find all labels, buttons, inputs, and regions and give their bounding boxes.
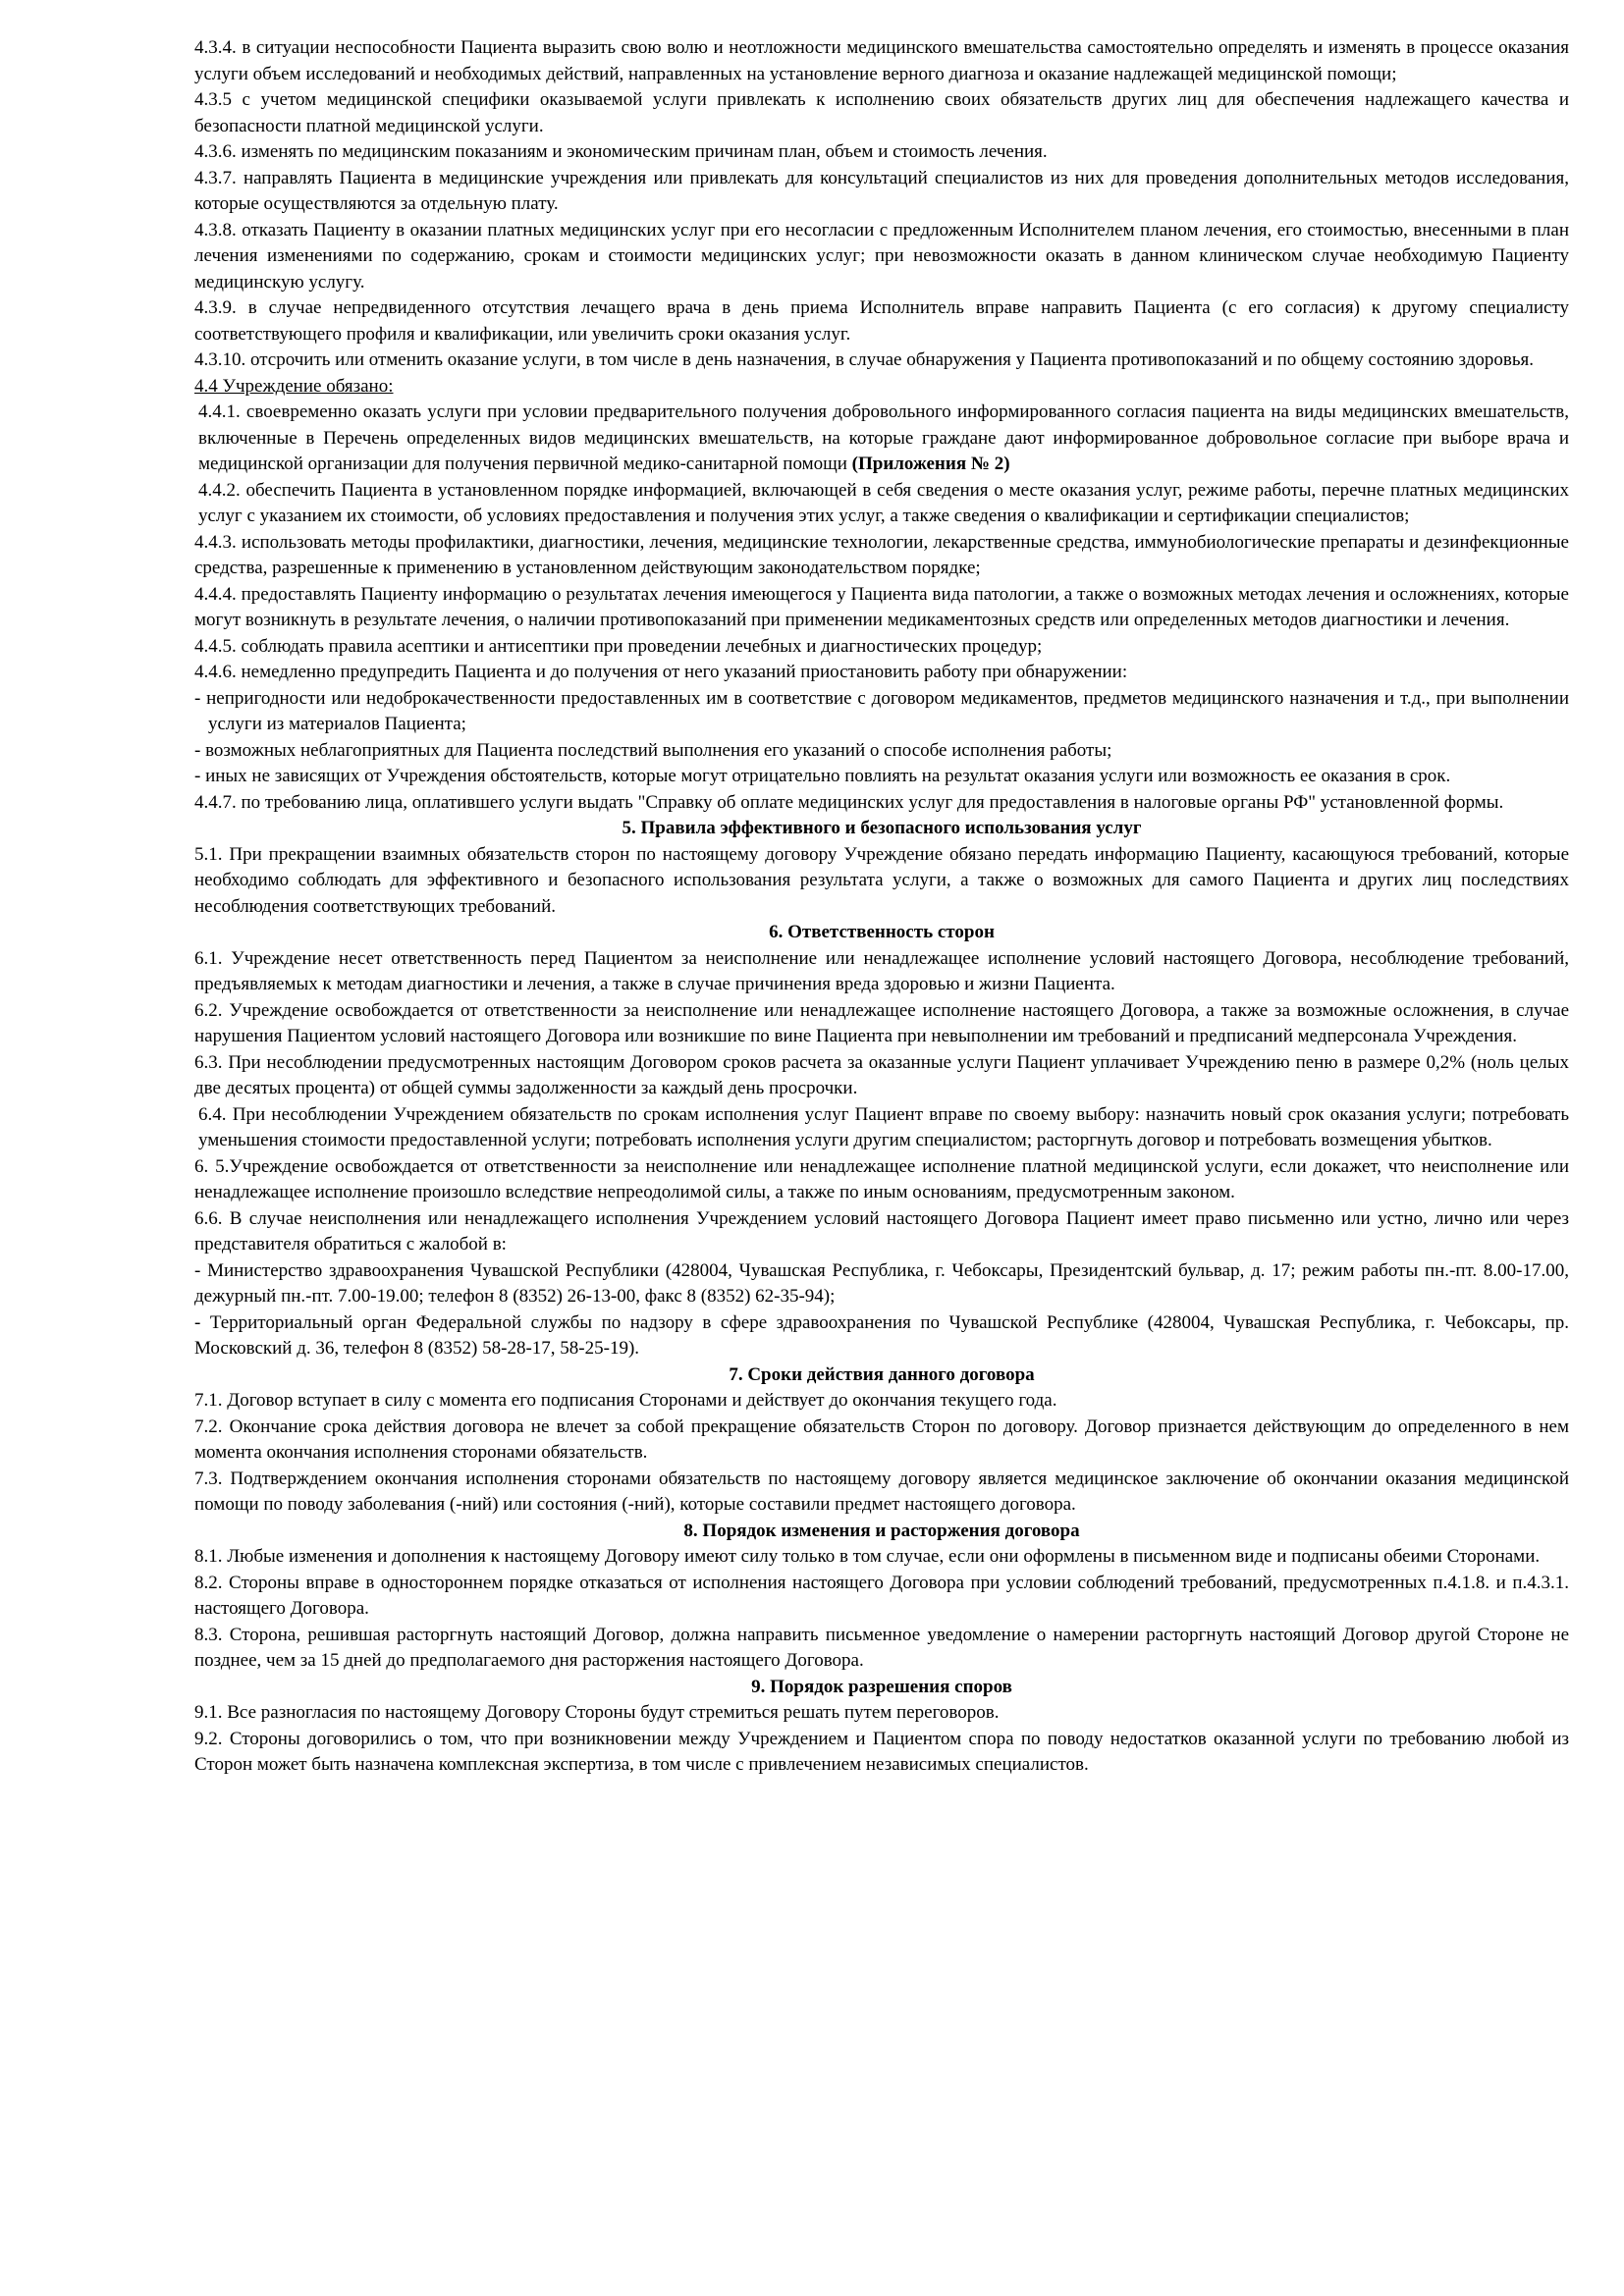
clause-5-1: 5.1. При прекращении взаимных обязательств сторон по настоящему договору Учреждение обязано передать информацию Пациенту, касающуюся требований, которые необходимо соблюдать для эффективного и безопасного использования результата услуги, а также о возможных для самого Пациента и других лиц последствиях несоблюдения соответствующих требований.: [194, 843, 1569, 917]
clause-4-3-6: 4.3.6. изменять по медицинским показаниям и экономическим причинам план, объем и стоимость лечения.: [194, 141, 1048, 162]
section-6-heading: 6. Ответственность сторон: [769, 922, 995, 942]
section-7-heading: 7. Сроки действия данного договора: [729, 1363, 1035, 1385]
clause-7-1: 7.1. Договор вступает в силу с момента его подписания Сторонами и действует до окончания текущего года.: [194, 1390, 1057, 1411]
clause-4-4-7: 4.4.7. по требованию лица, оплатившего услуги выдать "Справку об оплате медицинских услуг для предоставления в налоговые органы РФ" установленной формы.: [194, 791, 1504, 813]
clause-8-1: 8.1. Любые изменения и дополнения к настоящему Договору имеют силу только в том случае, если они оформлены в письменном виде и подписаны обеими Сторонами.: [194, 1546, 1541, 1567]
clause-4-4-5: 4.4.5. соблюдать правила асептики и антисептики при проведении лечебных и диагностических процедур;: [194, 635, 1043, 657]
section-5-heading: 5. Правила эффективного и безопасного использования услуг: [622, 818, 1142, 838]
clause-6-5: 6. 5.Учреждение освобождается от ответственности за неисполнение или ненадлежащее исполнение платной медицинской услуги, если докажет, что неисполнение или ненадлежащее исполнение произошло вследствие непреодолимой силы, а также по иным основаниям, предусмотренным законом.: [194, 1155, 1569, 1202]
clause-6-6: 6.6. В случае неисполнения или ненадлежащего исполнения Учреждением условий настоящего Договора Пациент имеет право письменно или устно, лично или через представителя обратиться с жалобой в:: [194, 1207, 1569, 1255]
list-item: - возможных неблагоприятных для Пациента последствий выполнения его указаний о способе исполнения работы;: [194, 739, 1112, 761]
list-item: - непригодности или недоброкачественности предоставленных им в соответствие с договором медикаментов, предметов медицинского назначения и т.д., при выполнении услуги из материалов Пациента;: [194, 687, 1569, 734]
list-item: - Территориальный орган Федеральной службы по надзору в сфере здравоохранения по Чувашской Республике (428004, Чувашская Республика, г. Чебоксары, пр. Московский д. 36, телефон 8 (8352) 58-28-17, 58-25-19).: [194, 1311, 1569, 1359]
section-4-4-heading: 4.4 Учреждение обязано:: [194, 375, 394, 397]
section-9-heading: 9. Порядок разрешения споров: [751, 1676, 1012, 1697]
list-item: - иных не зависящих от Учреждения обстоятельств, которые могут отрицательно повлиять на результат оказания услуги или возможность ее оказания в срок.: [194, 766, 1451, 786]
list-item: - Министерство здравоохранения Чувашской Республики (428004, Чувашская Республика, г. Чебоксары, Президентский бульвар, д. 17; режим работы пн.-пт. 8.00-17.00, дежурный пн.-пт. 7.00-19.00; телефон 8 (8352) 26-13-00, факс 8 (8352) 62-35-94);: [194, 1259, 1569, 1307]
clause-4-3-10: 4.3.10. отсрочить или отменить оказание услуги, в том числе в день назначения, в случае обнаружения у Пациента противопоказаний и по общему состоянию здоровья.: [194, 349, 1535, 370]
clause-4-3-5: 4.3.5 с учетом медицинской специфики оказываемой услуги привлекать к исполнению своих обязательств других лиц для обеспечения надлежащего качества и безопасности платной медицинской услуги.: [194, 89, 1569, 136]
clause-9-2: 9.2. Стороны договорились о том, что при возникновении между Учреждением и Пациентом спора по поводу недостатков оказанной услуги по требованию любой из Сторон может быть назначена комплексная экспертиза, в том числе с привлечением независимых специалистов.: [194, 1728, 1569, 1775]
section-8-heading: 8. Порядок изменения и расторжения договора: [683, 1520, 1080, 1541]
clause-4-4-4: 4.4.4. предоставлять Пациенту информацию о результатах лечения имеющегося у Пациента вида патологии, а также о возможных методах лечения и осложнениях, которые могут возникнуть в результате лечения, о наличии противопоказаний при применении медикаментозных средств или определенных методов диагностики и лечения.: [194, 583, 1569, 630]
clause-4-4-3: 4.4.3. использовать методы профилактики, диагностики, лечения, медицинские технологии, лекарственные средства, иммунобиологические препараты и дезинфекционные средства, разрешенные к применению в установленном действующим законодательством порядке;: [194, 531, 1569, 578]
clause-6-4: 6.4. При несоблюдении Учреждением обязательств по срокам исполнения услуг Пациент вправе по своему выбору: назначить новый срок оказания услуги; потребовать уменьшения стоимости предоставленной услуги; потребовать исполнения услуги другим специалистом; расторгнуть договор и потребовать возмещения убытков.: [198, 1103, 1569, 1150]
clause-7-2: 7.2. Окончание срока действия договора не влечет за собой прекращение обязательств Сторон по договору. Договор признается действующим до определенного в нем момента окончания исполнения сторонами обязательств.: [194, 1415, 1569, 1463]
clause-4-4-1: [194, 400, 1569, 478]
clause-7-3: 7.3. Подтверждением окончания исполнения сторонами обязательств по настоящему договору является медицинское заключение об окончании оказания медицинской помощи по поводу заболевания (-ний) или состояния (-ний), которые составили предмет настоящего договора.: [194, 1468, 1569, 1515]
clause-4-3-9: 4.3.9. в случае непредвиденного отсутствия лечащего врача в день приема Исполнитель вправе направить Пациента (с его согласия) к другому специалисту соответствующего профиля и квалификации, или увеличить сроки оказания услуг.: [194, 297, 1569, 345]
clause-8-2: 8.2. Стороны вправе в одностороннем порядке отказаться от исполнения настоящего Договора при условии соблюдений требований, предусмотренных п.4.1.8. и п.4.3.1. настоящего Договора.: [194, 1572, 1569, 1619]
clause-4-3-4: 4.3.4. в ситуации неспособности Пациента выразить свою волю и неотложности медицинского вмешательства самостоятельно определять и изменять в процессе оказания услуги объем исследований и необходимых действий, направленных на установление верного диагноза и оказание надлежащей медицинской помощи;: [194, 37, 1569, 84]
clause-4-4-2: 4.4.2. обеспечить Пациента в установленном порядке информацией, включающей в себя сведения о месте оказания услуг, режиме работы, перечне платных медицинских услуг с указанием их стоимости, об условиях предоставления и получения этих услуг, а также сведения о квалификации и сертификации специалистов;: [198, 479, 1569, 526]
clause-4-3-8: 4.3.8. отказать Пациенту в оказании платных медицинских услуг при его несогласии с предложенным Исполнителем планом лечения, его стоимостью, внесенными в план лечения изменениями по содержанию, срокам и стоимости медицинских услуг; при невозможности оказать в данном клиническом случае необходимую Пациенту медицинскую услугу.: [194, 219, 1569, 293]
clause-9-1: 9.1. Все разногласия по настоящему Договору Стороны будут стремиться решать путем переговоров.: [194, 1702, 1000, 1723]
clause-4-3-7: 4.3.7. направлять Пациента в медицинские учреждения или привлекать для консультаций специалистов из них для проведения дополнительных методов исследования, которые осуществляются за отдельную плату.: [194, 167, 1569, 214]
clause-8-3: 8.3. Сторона, решившая расторгнуть настоящий Договор, должна направить письменное уведомление о намерении расторгнуть настоящий Договор другой Стороне не позднее, чем за 15 дней до предполагаемого дня расторжения настоящего Договора.: [194, 1624, 1569, 1671]
clause-6-2: 6.2. Учреждение освобождается от ответственности за неисполнение или ненадлежащее исполнение настоящего Договора, а также за возможные осложнения, в случае нарушения Пациентом условий настоящего Договора или возникшие по вине Пациента при невыполнении им требований и предписаний медперсонала Учреждения.: [194, 999, 1569, 1046]
clause-4-4-1-text: 4.4.1. своевременно оказать услуги при условии предварительного получения добровольного информированного согласия пациента на виды медицинских вмешательств, включенные в Перечень определенных видов медицинских вмешательств, на которые граждане дают информированное добровольное согласие при выборе врача и медицинской организации для получения первичной медико-санитарной помощи: [198, 401, 1569, 474]
clause-6-3: 6.3. При несоблюдении предусмотренных настоящим Договором сроков расчета за оказанные услуги Пациент уплачивает Учреждению пеню в размере 0,2% (ноль целых две десятых процента) от общей суммы задолженности за каждый день просрочки.: [194, 1051, 1569, 1098]
clause-4-4-6: 4.4.6. немедленно предупредить Пациента и до получения от него указаний приостановить работу при обнаружении:: [194, 662, 1128, 682]
appendix-reference: (Приложения № 2): [851, 454, 1010, 474]
clause-6-1: 6.1. Учреждение несет ответственность перед Пациентом за неисполнение или ненадлежащее исполнение условий настоящего Договора, несоблюдение требований, предъявляемых к методам диагностики и лечения, а также в случае причинения вреда здоровью и жизни Пациента.: [194, 947, 1569, 994]
